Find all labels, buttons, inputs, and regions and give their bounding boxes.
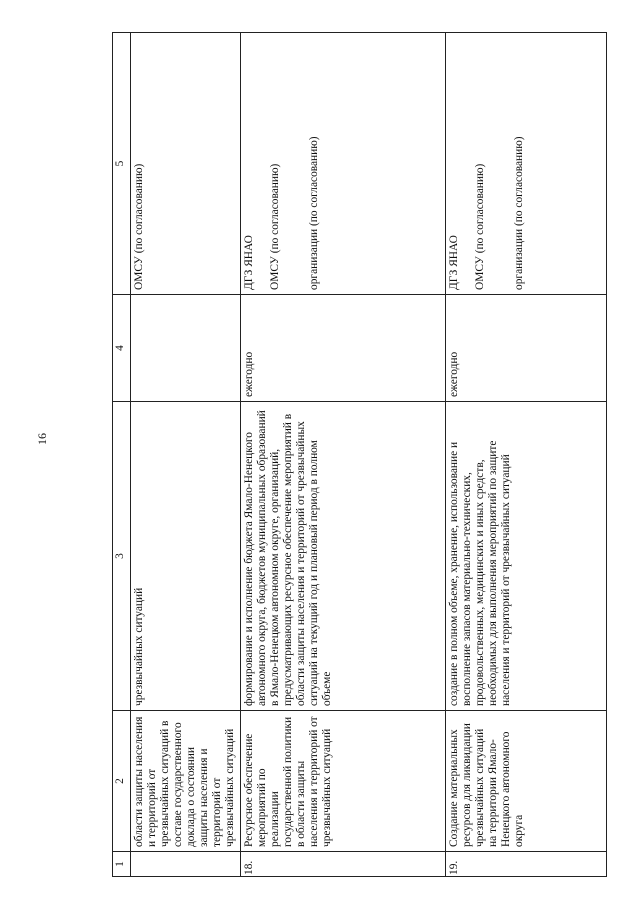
table-row [241, 33, 446, 877]
header-col-3: 3 [113, 402, 131, 711]
row-number [131, 852, 241, 877]
measure-name: Создание материальных ресурсов для ликвидации чрезвычайных ситуаций на территории Ямало-Ненецкого автономного округа [446, 711, 607, 852]
responsible-line: организации (по согласованию) [308, 136, 320, 290]
page-number: 16 [35, 433, 49, 445]
header-col-4: 4 [113, 295, 131, 402]
responsible-line: ОМСУ (по согласованию) [269, 163, 281, 290]
measure-deadline [131, 295, 241, 402]
responsible-line: ДГЗ ЯНАО [448, 235, 460, 290]
measure-responsible [241, 33, 446, 295]
responsible-line: ОМСУ (по согласованию) [474, 163, 486, 290]
measure-content: чрезвычайных ситуаций [131, 402, 241, 711]
measure-content: создание в полном объеме, хранение, использование и восполнение запасов материально-технических, продовольственных, медицинских и иных средств, необходимых для выполнения мероприятий по защите населения и территорий от чрезвычайных ситуаций [446, 402, 607, 711]
table-row [446, 33, 607, 877]
responsible-line: организации (по согласованию) [513, 136, 525, 290]
row-number: 18. [241, 852, 446, 877]
table-header-row [113, 33, 131, 877]
measures-table [112, 32, 607, 877]
responsible-line: ДГЗ ЯНАО [243, 235, 255, 290]
row-number: 19. [446, 852, 607, 877]
table-row [131, 33, 241, 877]
measure-responsible [446, 33, 607, 295]
measure-deadline: ежегодно [241, 295, 446, 402]
measure-name: Ресурсное обеспечение мероприятий по реализации государственной политики в области защиты населения и территорий от чрезвычайных ситуаций [241, 711, 446, 852]
header-col-1: 1 [113, 852, 131, 877]
header-col-2: 2 [113, 711, 131, 852]
measure-responsible [131, 33, 241, 295]
measure-content: формирование и исполнение бюджета Ямало-Ненецкого автономного округа, бюджетов муниципальных образований в Ямало-Ненецком автономном округе, организаций, предусматривающих ресурсное обеспечение мероприятий в области защиты населения и территорий от чрезвычайных ситуаций на текущий год и плановый период в полном объеме [241, 402, 446, 711]
responsible-line: ОМСУ (по согласованию) [133, 163, 145, 290]
measure-deadline: ежегодно [446, 295, 607, 402]
measure-name: области защиты населения и территорий от чрезвычайных ситуаций в составе государственного доклада о состоянии защиты населения и территорий от чрезвычайных ситуаций [131, 711, 241, 852]
rotated-page-content [112, 32, 607, 877]
header-col-5: 5 [113, 33, 131, 295]
